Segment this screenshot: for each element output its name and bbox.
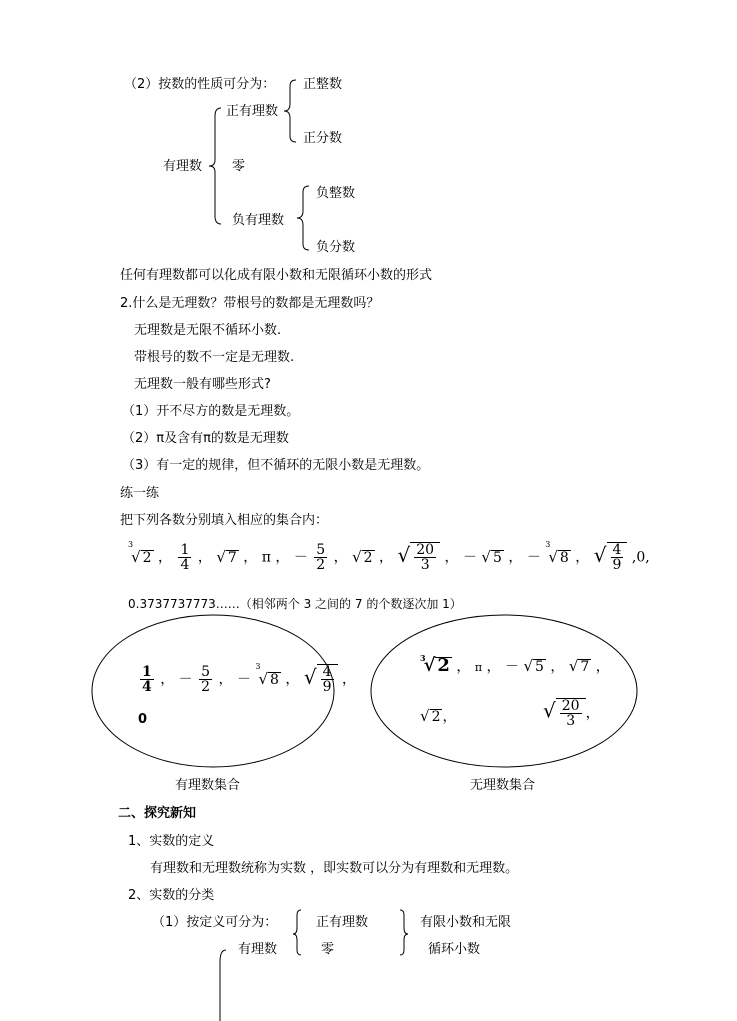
- negative-fraction: 负分数: [316, 240, 356, 255]
- set-frac-1-4: $\frac{1}{4}$: [142, 664, 152, 695]
- rational-set-label: 有理数集合: [175, 778, 241, 793]
- question2-form2: （2）π及含有π的数是无理数: [122, 431, 289, 446]
- number-list: $^3$√ 2 ， $\frac{1}{4}$ ， √ 7 ， π ， － $\frac{5}{2}$ ， √ 2 ， √ $\frac{20}{3}$ ， － √ 5 ， － $^3$√ 8 ， √ $\frac{4}{9}$ ,0,: [128, 540, 650, 573]
- brace-negative: [297, 186, 309, 250]
- neg-cbrt-8: $^3$√ 8: [545, 540, 569, 566]
- brace-rational: [209, 108, 221, 224]
- def-repeating-decimal: 循环小数: [428, 942, 481, 957]
- brace-real: [220, 950, 226, 1021]
- question2-line2: 带根号的数不一定是无理数.: [134, 350, 295, 365]
- rational-statement: 任何有理数都可以化成有限小数和无限循环小数的形式: [120, 268, 433, 283]
- practice-title: 练一练: [120, 486, 160, 501]
- set-sqrt-7: √ 7: [568, 657, 590, 675]
- negative-integer: 负整数: [316, 186, 356, 201]
- pi: π: [261, 549, 271, 566]
- set-pi: π: [474, 661, 483, 674]
- set-sqrt-5: √ 5: [523, 657, 544, 675]
- question2-form1: （1）开不尽方的数是无理数。: [122, 404, 300, 419]
- property-heading: （2）按数的性质可分为：: [124, 77, 276, 92]
- sqrt-7: √ 7: [216, 547, 237, 566]
- frac-5-2: $\frac{5}{2}$: [316, 542, 326, 573]
- sqrt-2: √ 2: [352, 547, 373, 566]
- def-rational: 有理数: [238, 942, 278, 957]
- real-definition: 有理数和无理数统称为实数 ，即实数可以分为有理数和无理数。: [150, 861, 519, 876]
- question2-title: 2.什么是无理数？带根号的数都是无理数吗？: [120, 296, 380, 311]
- irrational-set-row1: $^3$√ 2 ， π ， － √ 5 ， √ 7 ，: [420, 653, 610, 676]
- section2-item2: 2、实数的分类: [128, 888, 215, 903]
- section2-item1: 1、实数的定义: [128, 834, 215, 849]
- zero-label: 零: [232, 159, 246, 174]
- set-frac-5-2: $\frac{5}{2}$: [201, 664, 211, 695]
- def-positive-rational: 正有理数: [316, 915, 369, 930]
- negative-rational: 负有理数: [232, 213, 285, 228]
- question2-line3: 无理数一般有哪些形式?: [134, 377, 271, 392]
- set-cbrt-2: $^3$√ 2: [420, 653, 450, 676]
- cbrt-2: $^3$√ 2: [128, 540, 152, 566]
- positive-fraction: 正分数: [303, 131, 343, 146]
- rational-label: 有理数: [163, 159, 203, 174]
- def-finite-decimal: 有限小数和无限: [420, 915, 512, 930]
- section2-title: 二、探究新知: [118, 806, 197, 821]
- question2-line1: 无理数是无限不循环小数.: [134, 323, 282, 338]
- def-zero: 零: [321, 942, 335, 957]
- positive-rational: 正有理数: [226, 104, 279, 119]
- by-definition-heading: （1）按定义可分为：: [152, 915, 278, 930]
- frac-1-4: $\frac{1}{4}$: [180, 542, 190, 573]
- question2-form3: （3）有一定的规律，但不循环的无限小数是无理数。: [122, 458, 430, 473]
- set-zero: 0: [138, 712, 148, 727]
- brace-def-left: [293, 910, 301, 955]
- sqrt-4-9: √ $\frac{4}{9}$: [594, 550, 628, 566]
- irrational-set-sqrt2: √ 2 ，: [420, 707, 457, 725]
- irrational-set-label: 无理数集合: [470, 778, 536, 793]
- sqrt-20-3: √ $\frac{20}{3}$: [397, 550, 440, 566]
- rational-set-contents: $\frac{1}{4}$ ， － $\frac{5}{2}$ ， － $^3$√ 8 ， √ $\frac{4}{9}$ ，: [142, 662, 356, 695]
- irrational-set-ellipse: [371, 615, 637, 767]
- set-sqrt-4-9: √ $\frac{4}{9}$: [304, 672, 338, 688]
- sequence-note: 0.3737737773……（相邻两个 3 之间的 7 的个数逐次加 1）: [128, 597, 462, 611]
- neg-sqrt-5: √ 5: [481, 547, 502, 566]
- brace-def-right: [400, 910, 408, 955]
- practice-instruction: 把下列各数分别填入相应的集合内：: [120, 513, 329, 528]
- irrational-set-sqrt-20-3: √ $\frac{20}{3}$ ，: [543, 698, 600, 729]
- set-cbrt-8: $^3$√ 8: [255, 662, 279, 688]
- positive-integer: 正整数: [303, 77, 343, 92]
- brace-positive: [284, 80, 296, 142]
